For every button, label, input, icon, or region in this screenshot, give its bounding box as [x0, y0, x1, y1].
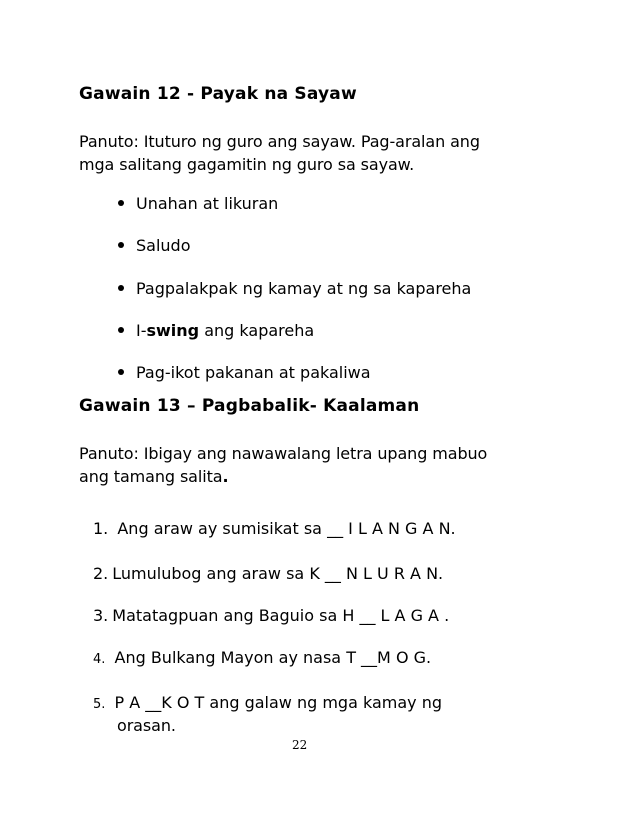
bullet-item: [118, 194, 278, 213]
bullet-text: Unahan at likuran: [136, 194, 279, 213]
page-number: 22: [292, 738, 308, 752]
item-number: 3.: [93, 606, 109, 625]
list-item: [93, 648, 431, 667]
bullet-icon: [118, 285, 124, 291]
bullet-text: Pagpalakpak ng kamay at ng sa kapareha: [136, 279, 472, 298]
instruction-line-2: mga salitang gagamitin ng guro sa sayaw.: [79, 155, 415, 174]
item-text: Lumulubog ang araw sa K __ N L U R A N.: [112, 564, 444, 583]
bullet-text-prefix: I-: [136, 321, 147, 340]
bullet-text-suffix: ang kapareha: [199, 321, 315, 340]
bullet-item: [118, 321, 314, 340]
item-text-continuation: orasan.: [117, 716, 176, 735]
item-number: 4.: [93, 652, 106, 667]
bullet-item: [118, 236, 191, 255]
section-heading-gawain-13: Gawain 13 – Pagbabalik- Kaalaman: [79, 396, 420, 416]
section-heading-gawain-12: Gawain 12 - Payak na Sayaw: [79, 84, 357, 104]
instruction-line-1: Panuto: Ituturo ng guro ang sayaw. Pag-aralan ang: [79, 132, 480, 151]
list-item: [93, 693, 442, 712]
list-item: [93, 564, 443, 583]
bullet-icon: [118, 200, 124, 206]
bullet-item: [118, 279, 471, 298]
bullet-text: Saludo: [136, 236, 191, 255]
instruction-line-1: Panuto: Ibigay ang nawawalang letra upang mabuo: [79, 444, 488, 463]
bullet-item: [118, 363, 371, 382]
bullet-icon: [118, 242, 124, 248]
list-item: [93, 606, 449, 625]
item-text: Matatagpuan ang Baguio sa H __ L A G A .: [112, 606, 450, 625]
instruction-line-2: [79, 465, 228, 489]
item-text: Ang araw ay sumisikat sa __ I L A N G A N.: [117, 519, 456, 538]
list-item: [93, 519, 456, 538]
item-number: 5.: [93, 697, 106, 712]
item-text: Ang Bulkang Mayon ay nasa T __M O G.: [114, 648, 432, 667]
item-number: 1.: [93, 519, 109, 538]
item-number: 2.: [93, 564, 109, 583]
item-text: P A __K O T ang galaw ng mga kamay ng: [114, 693, 442, 712]
instruction-line-2-end: .: [222, 467, 229, 486]
bullet-icon: [118, 369, 124, 375]
bullet-text: Pag-ikot pakanan at pakaliwa: [136, 363, 371, 382]
bullet-icon: [118, 327, 124, 333]
instruction-line-2-text: ang tamang salita: [79, 467, 223, 486]
bullet-text-bold: swing: [146, 321, 200, 340]
